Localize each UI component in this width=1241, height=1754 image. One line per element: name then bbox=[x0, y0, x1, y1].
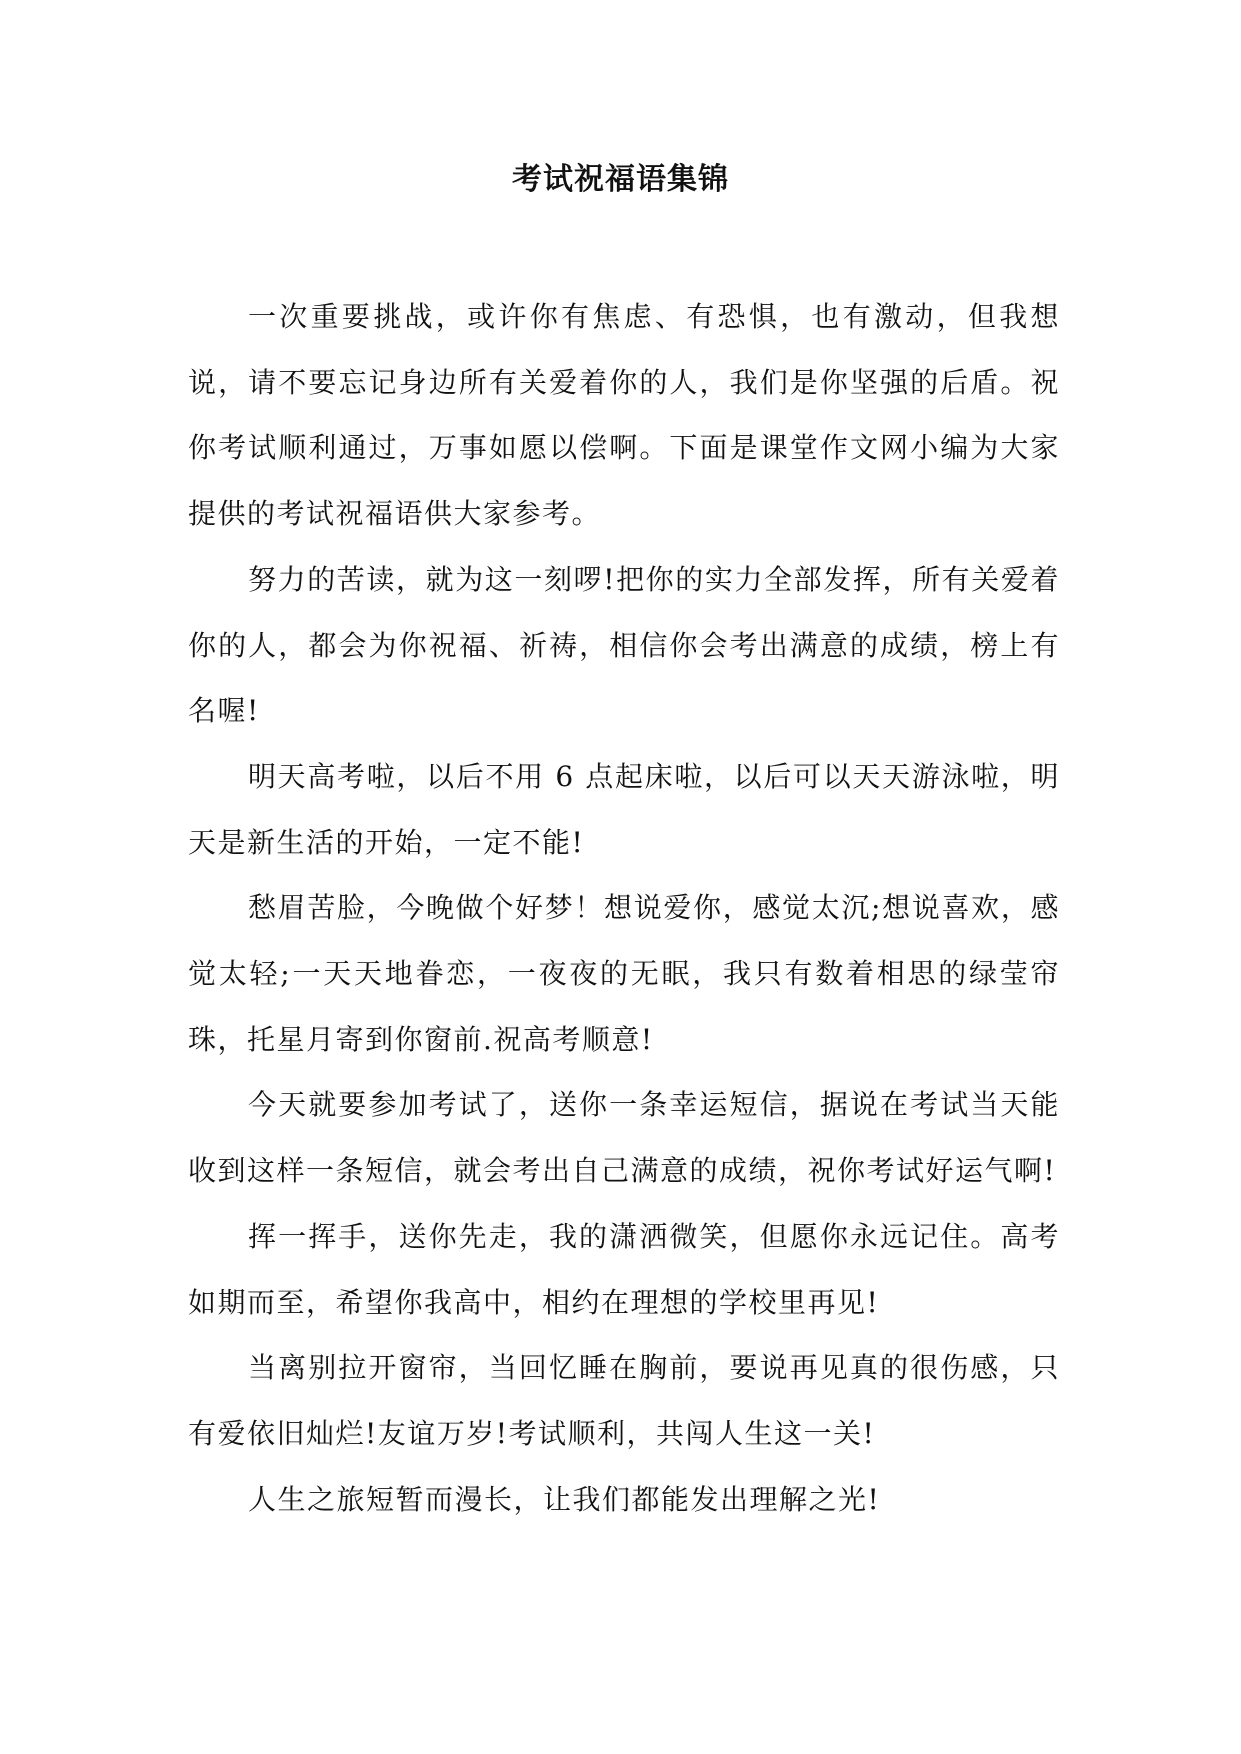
paragraph: 当离别拉开窗帘，当回忆睡在胸前，要说再见真的很伤感，只有爱依旧灿烂!友谊万岁!考试顺利，共闯人生这一关! bbox=[188, 1351, 1060, 1450]
document-body bbox=[188, 284, 1060, 1532]
paragraph: 明天高考啦，以后不用 6 点起床啦，以后可以天天游泳啦，明天是新生活的开始，一定不能! bbox=[188, 759, 1060, 859]
paragraph: 今天就要参加考试了，送你一条幸运短信，据说在考试当天能收到这样一条短信，就会考出自己满意的成绩，祝你考试好运气啊! bbox=[188, 1088, 1060, 1188]
paragraph: 一次重要挑战，或许你有焦虑、有恐惧，也有激动，但我想说，请不要忘记身边所有关爱着你的人，我们是你坚强的后盾。祝你考试顺利通过，万事如愿以偿啊。下面是课堂作文网小编为大家提供的考试祝福语供大家参考。 bbox=[188, 300, 1060, 531]
paragraph: 愁眉苦脸，今晚做个好梦！想说爱你，感觉太沉;想说喜欢，感觉太轻;一天天地眷恋，一夜夜的无眠，我只有数着相思的绿莹帘珠，托星月寄到你窗前.祝高考顺意! bbox=[188, 891, 1060, 1056]
paragraph: 人生之旅短暂而漫长，让我们都能发出理解之光! bbox=[248, 1482, 881, 1516]
paragraph: 努力的苦读，就为这一刻啰!把你的实力全部发挥，所有关爱着你的人，都会为你祝福、祈祷，相信你会考出满意的成绩，榜上有名喔! bbox=[188, 562, 1060, 728]
paragraph: 挥一挥手，送你先走，我的潇洒微笑，但愿你永远记住。高考如期而至，希望你我高中，相约在理想的学校里再见! bbox=[188, 1219, 1060, 1319]
document-title: 考试祝福语集锦 bbox=[512, 162, 729, 197]
